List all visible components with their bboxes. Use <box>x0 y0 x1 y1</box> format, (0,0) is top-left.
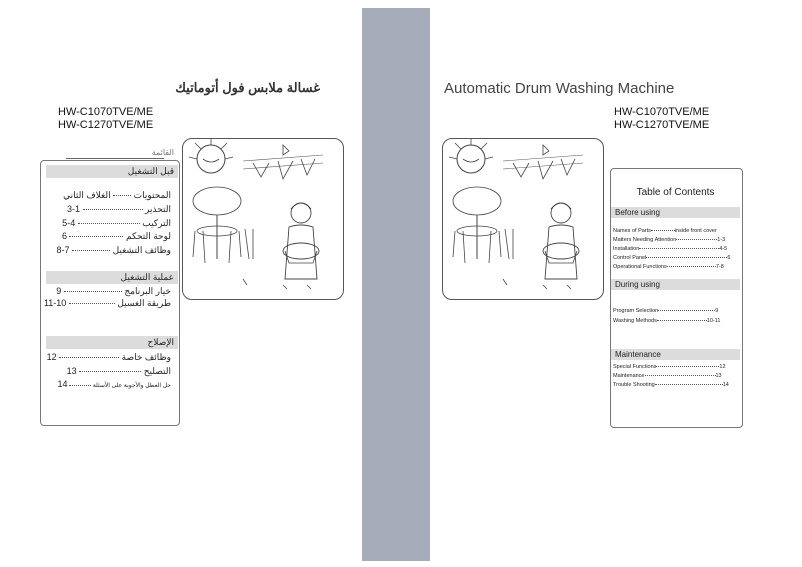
english-toc-heading: Table of Contents <box>636 187 715 198</box>
english-page-model-2: HW-C1270TVE/ME <box>614 119 710 131</box>
arabic-page-model-1: HW-C1070TVE/ME <box>58 106 154 118</box>
arabic-page-model-2: HW-C1270TVE/ME <box>58 119 154 131</box>
toc-item-program-selection: Program Selection 9 <box>613 308 719 314</box>
arabic-toc-item-functions: وظائف التشغيل 7-8 <box>56 245 171 255</box>
section-maintenance: Maintenance <box>611 349 740 360</box>
toc-heading-rule <box>66 158 164 159</box>
section-before-using: Before using <box>611 207 740 218</box>
arabic-title: غسالة ملابس فول أتوماتيك <box>175 80 320 95</box>
english-page-model-1: HW-C1070TVE/ME <box>614 106 710 118</box>
arabic-toc-item-program: خيار البرنامج 9 <box>56 286 171 296</box>
arabic-section-before-using: قبل التشغيل <box>46 165 178 178</box>
arabic-toc-item-repair: التصليح 13 <box>66 366 171 376</box>
arabic-toc-item-troubleshooting: حل العطل والأجوبة على الأسئلة 14 <box>57 379 171 389</box>
illustration-woman-laundry-right <box>442 138 604 300</box>
illustration-woman-laundry <box>182 138 344 300</box>
arabic-toc-heading: القائمة <box>151 148 174 157</box>
laundry-scene-icon-right <box>443 139 603 299</box>
arabic-toc-item-contents: المحتويات الغلاف الثاني <box>63 190 171 200</box>
arabic-section-maintenance: الإصلاح <box>46 336 178 349</box>
arabic-toc-item-installation: التركيب 4-5 <box>62 218 171 228</box>
toc-item-installation: Installation 4-5 <box>613 246 728 252</box>
arabic-toc-item-control-panel: لوحة التحكم 6 <box>61 231 171 241</box>
arabic-section-during-using: عملية التشغيل <box>46 271 178 284</box>
toc-item-control-panel: Control Panel 6 <box>613 255 731 261</box>
page-spine <box>362 8 430 561</box>
arabic-toc-item-special: وظائف خاصة 12 <box>46 352 171 362</box>
toc-item-trouble-shooting: Trouble Shooting 14 <box>613 382 729 388</box>
section-during-using: During using <box>611 279 740 290</box>
toc-item-special-functions: Special Functions 12 <box>613 364 726 370</box>
laundry-scene-icon <box>183 139 343 299</box>
toc-item-maintenance: Maintenance 13 <box>613 373 722 379</box>
toc-item-names-of-parts: Names of Parts inside front cover <box>613 228 717 234</box>
arabic-toc-item-warning: التحذير 1-3 <box>66 204 171 214</box>
toc-item-matters-needing-attention: Matters Needing Attention 1-3 <box>613 237 726 243</box>
toc-item-washing-methods: Washing Methods 10-11 <box>613 318 721 324</box>
arabic-toc-item-washing: طريقة الغسيل 10-11 <box>43 298 171 308</box>
toc-item-operational-functions: Operational Functions 7-8 <box>613 264 724 270</box>
english-title: Automatic Drum Washing Machine <box>444 80 675 97</box>
